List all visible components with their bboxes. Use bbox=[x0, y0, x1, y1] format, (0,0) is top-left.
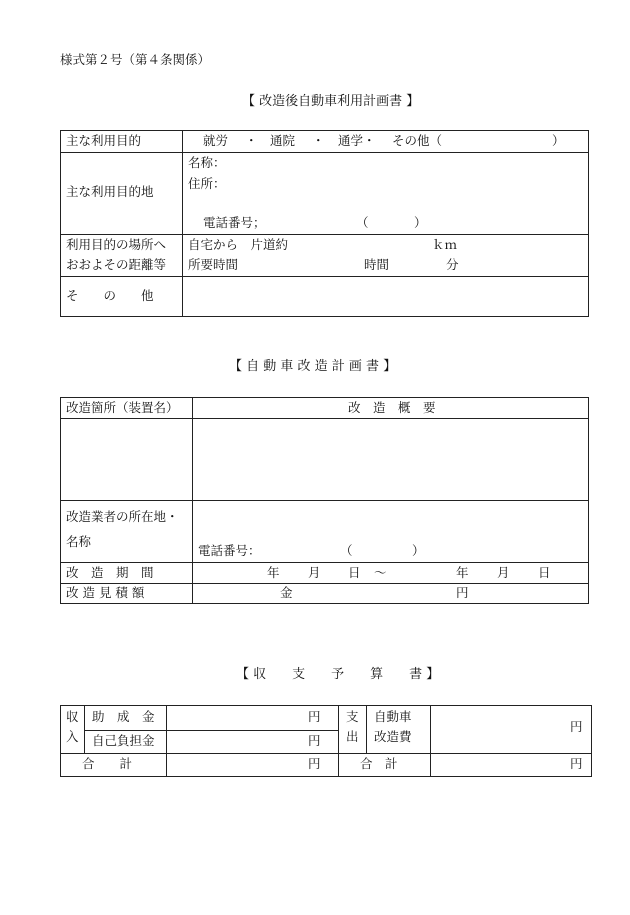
start-day-unit: 日 bbox=[348, 565, 361, 580]
minutes-unit: 分 bbox=[446, 257, 459, 272]
distance-from-home[interactable]: 自宅から 片道約 bbox=[188, 237, 289, 252]
expense-total-label: 合 計 bbox=[360, 756, 398, 771]
contractor-label-line2: 名称 bbox=[66, 534, 92, 549]
modified-part-header: 改造箇所（装置名） bbox=[66, 400, 179, 415]
row-divider bbox=[60, 152, 589, 153]
column-divider bbox=[366, 705, 367, 753]
modified-part-field[interactable] bbox=[61, 419, 191, 499]
destination-name-label[interactable]: 名称： bbox=[188, 155, 226, 170]
phone-paren-open: （ bbox=[356, 215, 369, 230]
destination-address-label[interactable]: 住所： bbox=[188, 176, 226, 191]
other-label: そ の 他 bbox=[66, 288, 154, 303]
self-pay-amount-field[interactable] bbox=[167, 731, 303, 752]
phone-paren-open: （ bbox=[340, 543, 353, 558]
distance-label-line2: おおよその距離等 bbox=[66, 257, 167, 272]
self-pay-yen-unit: 円 bbox=[308, 733, 321, 748]
form-number-label: 様式第２号（第４条関係） bbox=[60, 52, 211, 67]
row-divider bbox=[60, 234, 589, 235]
distance-label-line1: 利用目的の場所へ bbox=[66, 237, 167, 252]
start-month-unit: 月 bbox=[308, 565, 321, 580]
modification-summary-field[interactable] bbox=[193, 419, 588, 499]
start-year-unit: 年 bbox=[267, 565, 280, 580]
modification-summary-header: 改 造 概 要 bbox=[348, 400, 436, 415]
estimate-kin-prefix: 金 bbox=[280, 585, 293, 600]
column-divider bbox=[84, 705, 85, 753]
phone-paren-close: ） bbox=[412, 543, 425, 558]
destination-phone-label[interactable]: 電話番号； bbox=[203, 215, 266, 230]
purpose-option-work[interactable]: 就労 bbox=[203, 133, 229, 148]
distance-km-unit: ｋｍ bbox=[432, 237, 458, 252]
end-month-unit: 月 bbox=[497, 565, 510, 580]
expense-label-char2: 出 bbox=[346, 729, 359, 744]
period-tilde: ～ bbox=[374, 565, 387, 580]
time-required-label[interactable]: 所要時間 bbox=[188, 257, 239, 272]
purpose-option-school[interactable]: 通学・ bbox=[338, 133, 376, 148]
purpose-separator: ・ bbox=[312, 133, 325, 148]
car-modification-label-line1: 自動車 bbox=[374, 709, 412, 724]
phone-paren-close: ） bbox=[414, 215, 427, 230]
income-label-char1: 収 bbox=[66, 709, 79, 724]
expense-total-yen-unit: 円 bbox=[570, 756, 583, 771]
income-total-yen-unit: 円 bbox=[308, 756, 321, 771]
subsidy-label: 助 成 金 bbox=[92, 709, 155, 724]
contractor-label-line1: 改造業者の所在地・ bbox=[66, 509, 179, 524]
estimate-amount-label: 改 造 見 積 額 bbox=[66, 585, 145, 600]
income-label-char2: 入 bbox=[66, 729, 79, 744]
row-divider bbox=[60, 583, 589, 584]
usage-plan-title: 【 改造後自動車利用計画書 】 bbox=[242, 94, 420, 109]
income-total-label: 合 計 bbox=[82, 756, 133, 771]
row-divider bbox=[60, 562, 589, 563]
car-modification-yen-unit: 円 bbox=[570, 719, 583, 734]
purpose-separator: ・ bbox=[245, 133, 258, 148]
car-modification-amount-field[interactable] bbox=[431, 706, 565, 752]
budget-title: 【 収 支 予 算 書 】 bbox=[236, 667, 440, 682]
end-day-unit: 日 bbox=[538, 565, 551, 580]
column-divider bbox=[338, 705, 339, 777]
hours-unit: 時間 bbox=[364, 257, 390, 272]
purpose-close-paren: ） bbox=[552, 133, 565, 148]
expense-label-char1: 支 bbox=[346, 709, 359, 724]
destination-label: 主な利用目的地 bbox=[66, 184, 154, 199]
modification-period-label: 改 造 期 間 bbox=[66, 565, 154, 580]
purpose-label: 主な利用目的 bbox=[66, 133, 142, 148]
self-pay-label: 自己負担金 bbox=[92, 733, 155, 748]
subsidy-yen-unit: 円 bbox=[308, 709, 321, 724]
car-modification-label-line2: 改造費 bbox=[374, 729, 412, 744]
row-divider bbox=[60, 500, 589, 501]
purpose-option-hospital[interactable]: 通院 bbox=[270, 133, 296, 148]
end-year-unit: 年 bbox=[456, 565, 469, 580]
expense-total-amount-field[interactable] bbox=[431, 754, 565, 776]
purpose-option-other[interactable]: その他（ bbox=[392, 133, 443, 148]
subsidy-amount-field[interactable] bbox=[167, 706, 303, 729]
estimate-yen-unit: 円 bbox=[456, 585, 469, 600]
other-field[interactable] bbox=[183, 277, 588, 316]
modification-plan-title: 【 自 動 車 改 造 計 画 書 】 bbox=[229, 359, 397, 374]
contractor-phone-label[interactable]: 電話番号： bbox=[198, 543, 261, 558]
income-total-amount-field[interactable] bbox=[167, 754, 303, 776]
